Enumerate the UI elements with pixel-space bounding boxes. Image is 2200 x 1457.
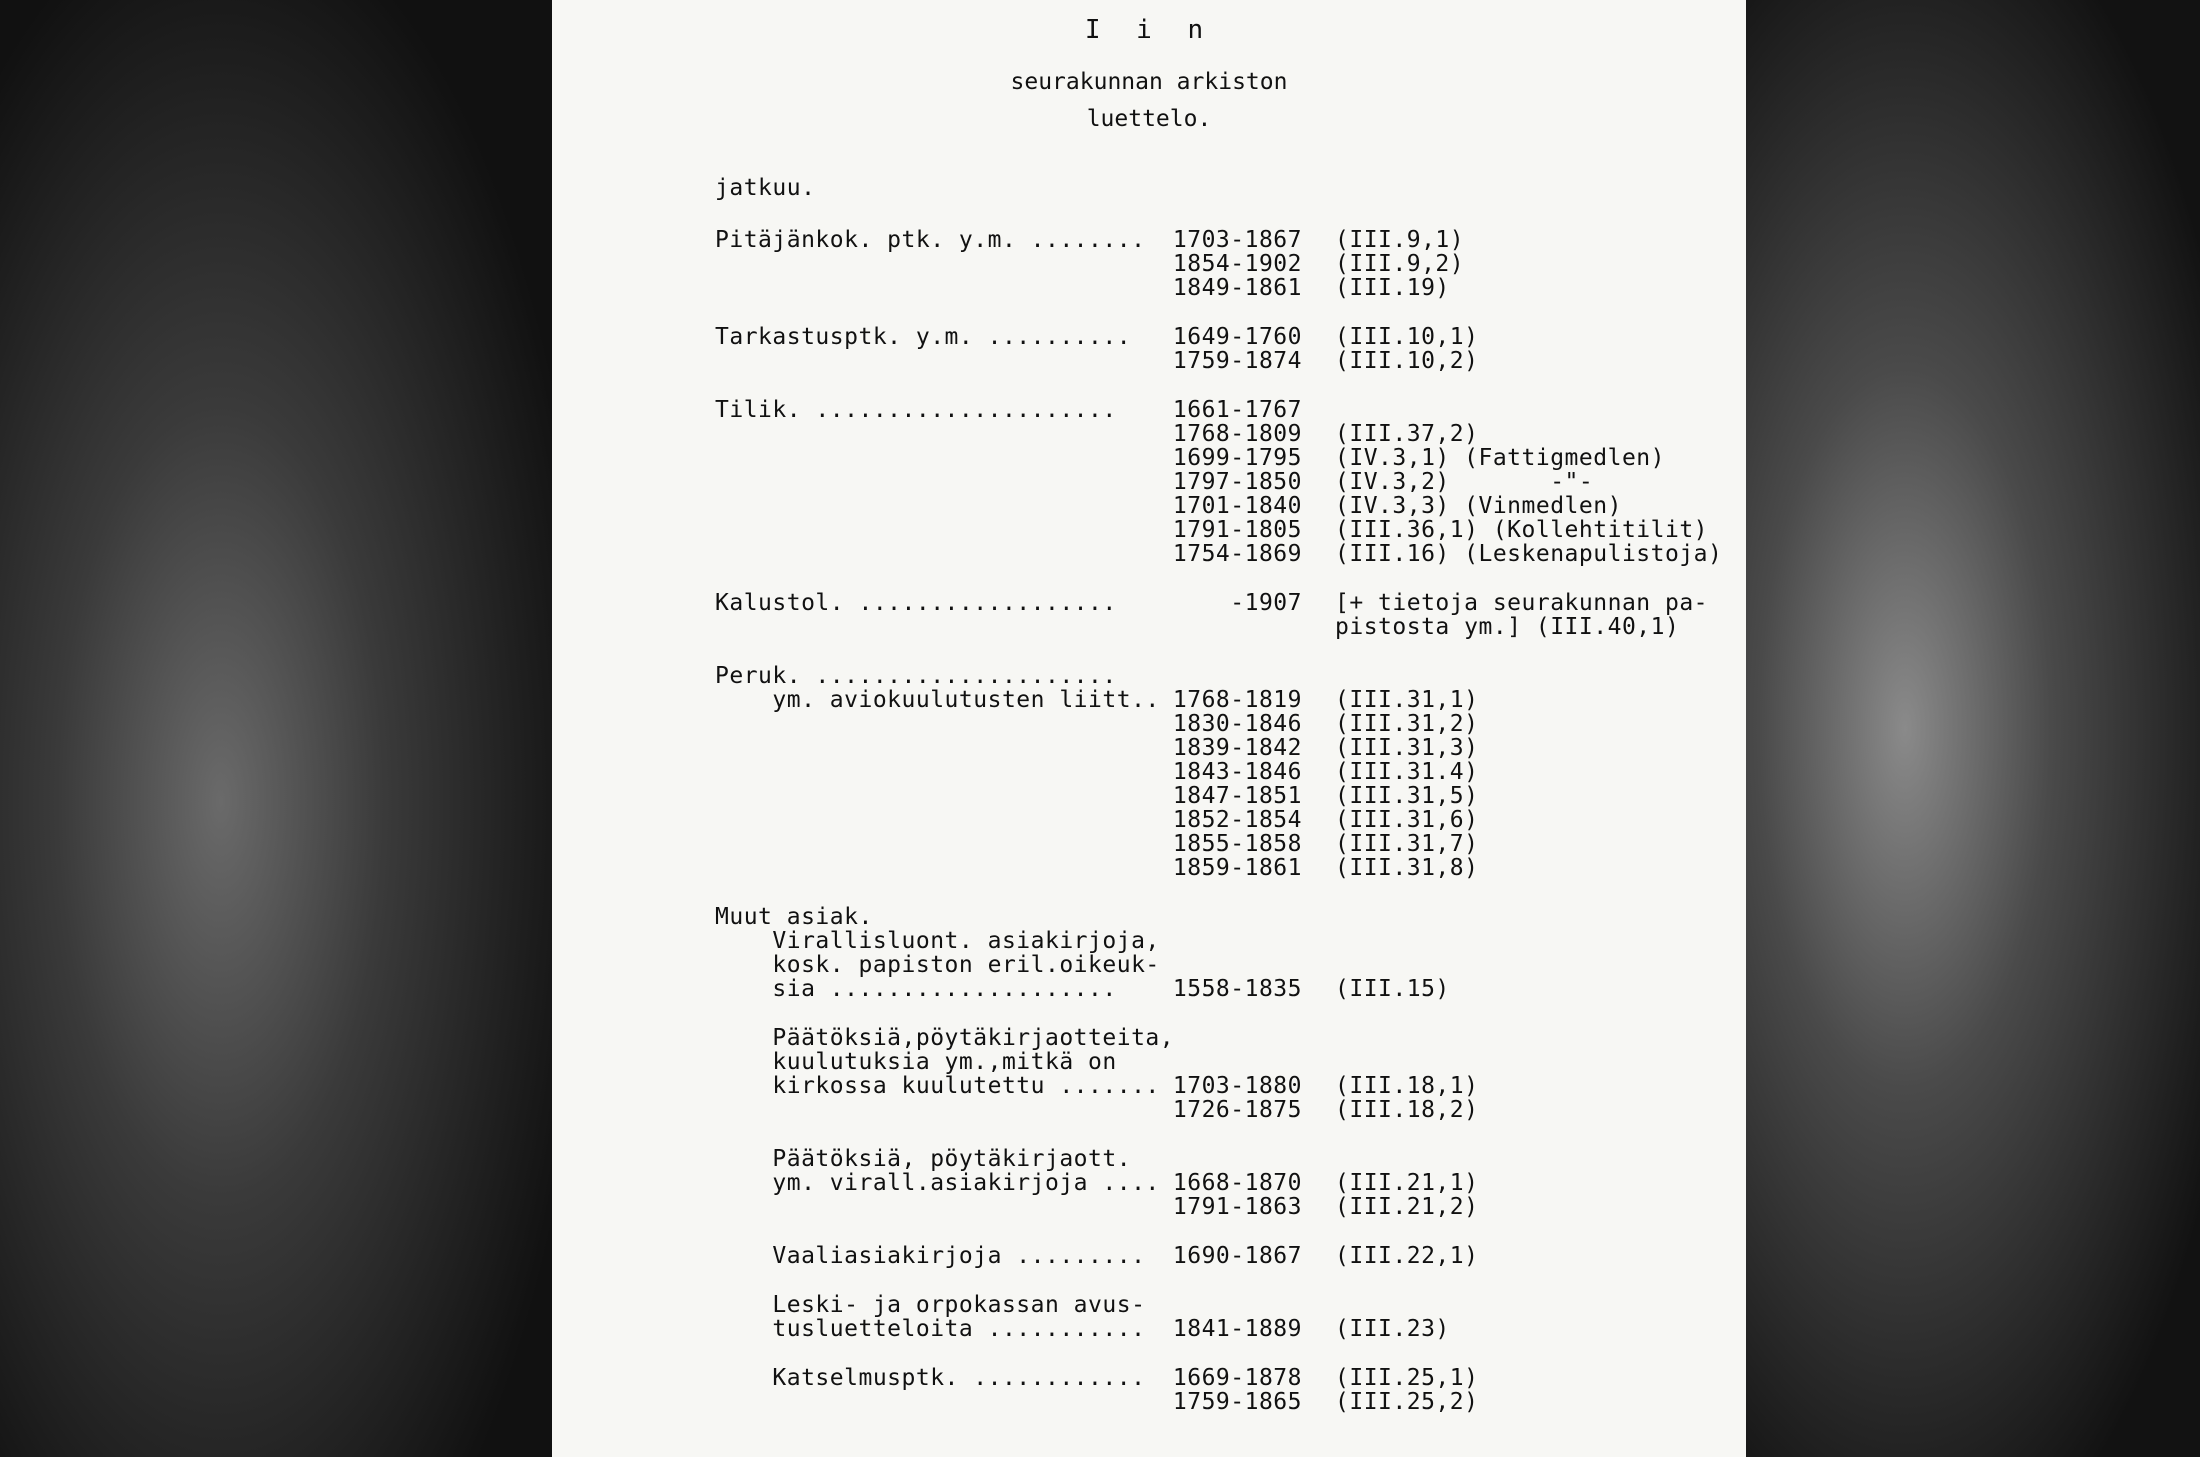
entry-label: ym. virall.asiakirjoja .... (715, 1170, 1160, 1196)
entry-label: kuulutuksia ym.,mitkä on (715, 1049, 1117, 1075)
continued-label: jatkuu. (715, 175, 816, 201)
entry-reference: (III.31,6) (1335, 807, 1479, 833)
entry-reference: (IV.3,3) (Vinmedlen) (1335, 493, 1622, 519)
entry-years: 1699-1795 (1172, 445, 1302, 471)
entry-years: 1759-1874 (1172, 348, 1302, 374)
entry-years: 1847-1851 (1172, 783, 1302, 809)
film-border-left (0, 0, 552, 1457)
entry-reference: (III.9,1) (1335, 227, 1465, 253)
entry-years: 1859-1861 (1172, 855, 1302, 881)
entry-years: 1669-1878 (1172, 1365, 1302, 1391)
entry-label: Päätöksiä,pöytäkirjaotteita, (715, 1025, 1175, 1051)
entry-reference: (III.9,2) (1335, 251, 1465, 277)
entry-reference: (III.31,7) (1335, 831, 1479, 857)
entry-reference: (III.19) (1335, 275, 1450, 301)
entry-label: tusluetteloita ........... (715, 1316, 1146, 1342)
entry-label: Katselmusptk. ............ (715, 1365, 1146, 1391)
entry-years: 1843-1846 (1172, 759, 1302, 785)
entry-reference: (III.21,2) (1335, 1194, 1479, 1220)
entry-years: 1754-1869 (1172, 541, 1302, 567)
entry-reference: (III.21,1) (1335, 1170, 1479, 1196)
entry-years: 1668-1870 (1172, 1170, 1302, 1196)
entry-reference: [+ tietoja seurakunnan pa- (1335, 590, 1709, 616)
entry-years: 1759-1865 (1172, 1389, 1302, 1415)
entry-years: 1791-1863 (1172, 1194, 1302, 1220)
entry-reference: (III.22,1) (1335, 1243, 1479, 1269)
entry-reference: (III.31,5) (1335, 783, 1479, 809)
entry-years: 1849-1861 (1172, 275, 1302, 301)
entry-years: 1768-1809 (1172, 421, 1302, 447)
entry-years: 1768-1819 (1172, 687, 1302, 713)
entry-reference: (III.10,2) (1335, 348, 1479, 374)
entry-years: 1830-1846 (1172, 711, 1302, 737)
entry-years: 1661-1767 (1172, 397, 1302, 423)
entry-reference: (III.37,2) (1335, 421, 1479, 447)
entry-years: 1703-1867 (1172, 227, 1302, 253)
entry-reference: (III.15) (1335, 976, 1450, 1002)
entry-reference: (IV.3,2) -"- (1335, 469, 1594, 495)
entry-label: kosk. papiston eril.oikeuk- (715, 952, 1160, 978)
film-border-right (1746, 0, 2200, 1457)
entry-years: 1649-1760 (1172, 324, 1302, 350)
entry-label: Peruk. ..................... (715, 663, 1117, 689)
entry-years: 1841-1889 (1172, 1316, 1302, 1342)
entry-reference: (III.31,3) (1335, 735, 1479, 761)
page-subtitle-2: luettelo. (1086, 106, 1212, 132)
entry-label: ym. aviokuulutusten liitt.. (715, 687, 1160, 713)
entry-reference: (IV.3,1) (Fattigmedlen) (1335, 445, 1665, 471)
entry-reference: (III.31,8) (1335, 855, 1479, 881)
entry-label: Tarkastusptk. y.m. .......... (715, 324, 1132, 350)
entry-reference: (III.31.4) (1335, 759, 1479, 785)
entry-label: Tilik. ..................... (715, 397, 1117, 423)
entry-years: 1558-1835 (1172, 976, 1302, 1002)
entry-label: Päätöksiä, pöytäkirjaott. (715, 1146, 1132, 1172)
entry-reference: (III.23) (1335, 1316, 1450, 1342)
entry-reference: pistosta ym.] (III.40,1) (1335, 614, 1680, 640)
entry-years: -1907 (1230, 590, 1302, 616)
entry-years: 1854-1902 (1172, 251, 1302, 277)
entry-reference: (III.25,2) (1335, 1389, 1479, 1415)
page-subtitle-1: seurakunnan arkiston (1010, 69, 1288, 95)
entry-reference: (III.18,1) (1335, 1073, 1479, 1099)
entry-label: Vaaliasiakirjoja ......... (715, 1243, 1146, 1269)
entry-reference: (III.31,1) (1335, 687, 1479, 713)
entry-label: Leski- ja orpokassan avus- (715, 1292, 1146, 1318)
entry-years: 1852-1854 (1172, 807, 1302, 833)
entry-reference: (III.31,2) (1335, 711, 1479, 737)
entry-years: 1701-1840 (1172, 493, 1302, 519)
page-title: I i n (1084, 15, 1214, 45)
entry-reference: (III.18,2) (1335, 1097, 1479, 1123)
entry-years: 1791-1805 (1172, 517, 1302, 543)
entry-years: 1797-1850 (1172, 469, 1302, 495)
document-page (552, 0, 1746, 1457)
entry-years: 1726-1875 (1172, 1097, 1302, 1123)
entry-label: Virallisluont. asiakirjoja, (715, 928, 1160, 954)
entry-years: 1839-1842 (1172, 735, 1302, 761)
entry-label: Kalustol. .................. (715, 590, 1117, 616)
entry-label: sia .................... (715, 976, 1117, 1002)
entry-reference: (III.16) (Leskenapulistoja) (1335, 541, 1723, 567)
entry-label: kirkossa kuulutettu ....... (715, 1073, 1160, 1099)
entry-years: 1690-1867 (1172, 1243, 1302, 1269)
entry-years: 1703-1880 (1172, 1073, 1302, 1099)
entry-label: Pitäjänkok. ptk. y.m. ........ (715, 227, 1146, 253)
entry-reference: (III.25,1) (1335, 1365, 1479, 1391)
entry-label: Muut asiak. (715, 904, 873, 930)
entry-years: 1855-1858 (1172, 831, 1302, 857)
entry-reference: (III.36,1) (Kollehtitilit) (1335, 517, 1709, 543)
entry-reference: (III.10,1) (1335, 324, 1479, 350)
